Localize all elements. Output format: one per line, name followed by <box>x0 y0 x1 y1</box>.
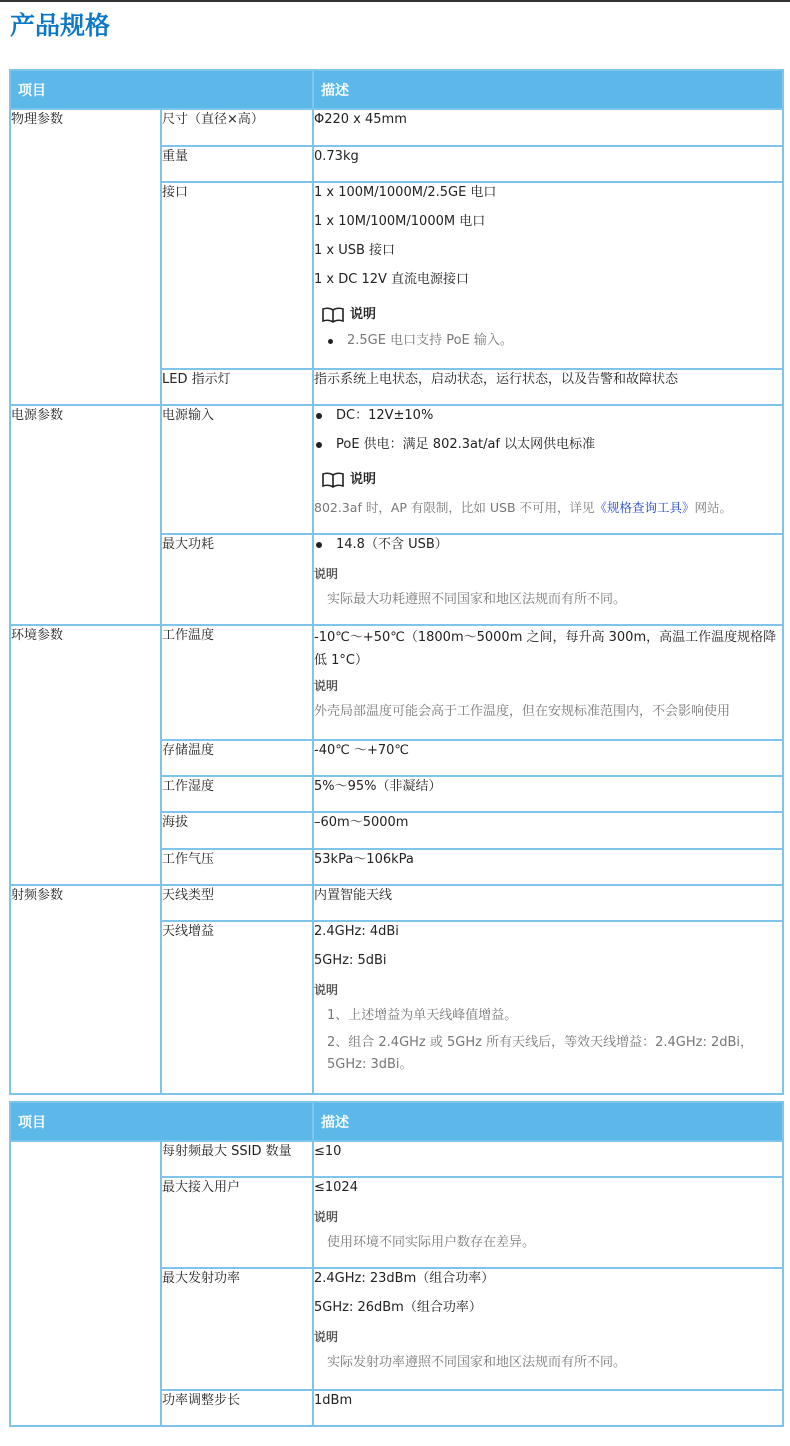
list-item <box>314 406 782 435</box>
note-title: 说明 <box>350 472 377 487</box>
table-header <box>10 1102 783 1141</box>
row-label: 功率调整步长 <box>161 1390 313 1426</box>
category-power: 电源参数 <box>10 405 161 625</box>
spec-table-2 <box>9 1101 784 1427</box>
header-item: 项目 <box>10 1102 313 1141</box>
row-label: 天线类型 <box>161 885 313 921</box>
row-value: 1dBm <box>313 1390 783 1426</box>
row-value: 内置智能天线 <box>313 885 783 921</box>
row-label: 每射频最大 SSID 数量 <box>161 1141 313 1177</box>
port-line: 1 x USB 接口 <box>314 243 396 258</box>
row-label: 尺寸（直径×高） <box>161 109 313 146</box>
row-value: 53kPa～106kPa <box>313 849 783 885</box>
note-text: 实际最大功耗遵照不同国家和地区法规而有所不同。 <box>327 592 627 607</box>
row-value <box>313 1268 783 1390</box>
note-title: 说明 <box>314 983 339 997</box>
note-item <box>314 331 782 351</box>
header-description: 描述 <box>313 70 783 109</box>
list-item <box>314 435 782 464</box>
row-value: ≤10 <box>313 1141 783 1177</box>
row-label: 天线增益 <box>161 921 313 1094</box>
row-label: 最大发射功率 <box>161 1268 313 1390</box>
row-label: 最大功耗 <box>161 534 313 625</box>
row-value: Φ220 x 45mm <box>313 109 783 146</box>
category-physical: 物理参数 <box>10 109 161 405</box>
row-value: -40℃ ～+70℃ <box>313 740 783 776</box>
spec-table-1 <box>9 69 784 1095</box>
users-value: ≤1024 <box>314 1180 358 1195</box>
book-icon <box>322 307 344 323</box>
row-label: 最大接入用户 <box>161 1177 313 1268</box>
note-title: 说明 <box>314 679 339 693</box>
note-heading <box>314 299 782 331</box>
row-label: 工作湿度 <box>161 776 313 812</box>
bullet-icon <box>316 413 322 419</box>
row-value <box>313 182 783 369</box>
table-header <box>10 70 783 109</box>
tx-line: 5GHz: 26dBm（组合功率） <box>314 1300 482 1315</box>
row-label: 电源输入 <box>161 405 313 534</box>
row-label: 重量 <box>161 146 313 182</box>
row-label: 工作温度 <box>161 625 313 740</box>
table-row <box>10 625 783 740</box>
category-empty <box>10 1141 161 1426</box>
note-text: 2、组合 2.4GHz 或 5GHz 所有天线后，等效天线增益：2.4GHz: 2dBi，5GHz: 3dBi。 <box>327 1035 754 1072</box>
note-text <box>314 498 782 518</box>
port-line: 1 x 100M/1000M/2.5GE 电口 <box>314 185 497 200</box>
note-title: 说明 <box>314 1210 339 1224</box>
row-label: 存储温度 <box>161 740 313 776</box>
page-title: 产品规格 <box>10 11 111 40</box>
row-label: 工作气压 <box>161 849 313 885</box>
note-title: 说明 <box>350 307 377 322</box>
note-text: 使用环境不同实际用户数存在差异。 <box>327 1235 536 1250</box>
bullet-icon <box>316 442 322 448</box>
table-row <box>10 1141 783 1177</box>
note-text: 2.5GE 电口支持 PoE 输入。 <box>347 333 513 348</box>
list-item <box>314 535 782 564</box>
book-icon <box>322 472 344 488</box>
table-row <box>10 885 783 921</box>
gain-line: 2.4GHz: 4dBi <box>314 924 399 939</box>
port-line: 1 x 10M/100M/1000M 电口 <box>314 214 486 229</box>
row-value: 5%～95%（非凝结） <box>313 776 783 812</box>
row-label: 接口 <box>161 182 313 369</box>
tx-line: 2.4GHz: 23dBm（组合功率） <box>314 1271 495 1286</box>
port-line: 1 x DC 12V 直流电源接口 <box>314 272 470 287</box>
row-value <box>313 625 783 740</box>
note-text: 外壳局部温度可能会高于工作温度，但在安规标准范围内，不会影响使用 <box>314 704 731 719</box>
row-label: 海拔 <box>161 812 313 849</box>
header-description: 描述 <box>313 1102 783 1141</box>
list-item-text: PoE 供电：满足 802.3at/af 以太网供电标准 <box>336 437 596 452</box>
bullet-icon <box>328 339 333 344</box>
note-title: 说明 <box>314 1330 339 1344</box>
note-suffix: 网站。 <box>694 500 733 515</box>
row-value <box>313 405 783 534</box>
note-title: 说明 <box>314 567 339 581</box>
list-item-text: 14.8（不含 USB） <box>336 537 448 552</box>
row-value: –60m～5000m <box>313 812 783 849</box>
row-label: LED 指示灯 <box>161 369 313 405</box>
row-value <box>313 921 783 1094</box>
note-heading <box>314 464 782 496</box>
table-row <box>10 405 783 534</box>
row-value <box>313 1177 783 1268</box>
row-value: 指示系统上电状态，启动状态，运行状态，以及告警和故障状态 <box>313 369 783 405</box>
header-item: 项目 <box>10 70 313 109</box>
note-text: 1、上述增益为单天线峰值增益。 <box>327 1008 518 1023</box>
note-prefix: 802.3af 时，AP 有限制，比如 USB 不可用，详见 <box>314 500 595 515</box>
gain-line: 5GHz: 5dBi <box>314 953 387 968</box>
list-item-text: DC：12V±10% <box>336 408 434 423</box>
spec-query-tool-link[interactable]: 《规格查询工具》 <box>594 500 695 515</box>
row-value <box>313 534 783 625</box>
category-rf: 射频参数 <box>10 885 161 1094</box>
note-text: 实际发射功率遵照不同国家和地区法规而有所不同。 <box>327 1355 627 1370</box>
category-environment: 环境参数 <box>10 625 161 885</box>
op-temp-value: -10℃～+50℃（1800m～5000m 之间，每升高 300m，高温工作温度规格降低 1°C） <box>314 630 777 668</box>
table-row <box>10 109 783 146</box>
bullet-icon <box>316 542 322 548</box>
row-value: 0.73kg <box>313 146 783 182</box>
